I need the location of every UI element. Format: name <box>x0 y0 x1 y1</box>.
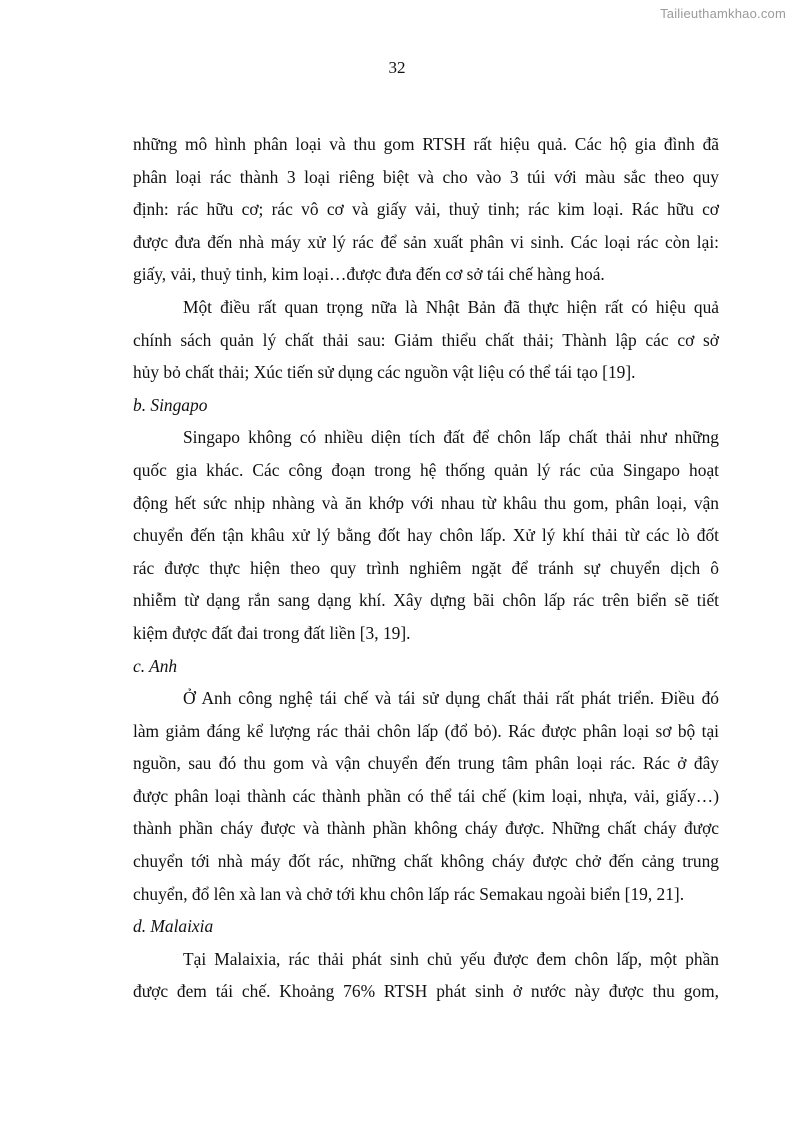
document-body <box>133 128 719 1008</box>
text-line: rác được thực hiện theo quy trình nghiêm ngặt để tránh sự chuyển dịch ô <box>133 557 719 578</box>
text-line: nhiễm từ dạng rắn sang dạng khí. Xây dựng bãi chôn lấp rác trên biển sẽ tiết <box>133 590 719 611</box>
text-line: Tại Malaixia, rác thải phát sinh chủ yếu được đem chôn lấp, một phần <box>183 948 719 969</box>
text-line: phân loại rác thành 3 loại riêng biệt và cho vào 3 túi với màu sắc theo quy <box>133 166 719 187</box>
text-line: giấy, vải, thuỷ tinh, kim loại…được đưa đến cơ sở tái chế hàng hoá. <box>133 264 605 285</box>
text-line: Singapo không có nhiều diện tích đất để chôn lấp chất thải như những <box>183 427 719 448</box>
section-heading: c. Anh <box>133 655 178 676</box>
text-line: làm giảm đáng kể lượng rác thải chôn lấp (đổ bỏ). Rác được phân loại sơ bộ tại <box>133 720 719 741</box>
section-heading: b. Singapo <box>133 394 208 415</box>
text-line: được đưa đến nhà máy xử lý rác để sản xuất phân vi sinh. Các loại rác còn lại: <box>133 231 719 252</box>
paragraph <box>133 128 719 291</box>
text-line: động hết sức nhịp nhàng và ăn khớp với nhau từ khâu thu gom, phân loại, vận <box>133 492 719 513</box>
text-line: định: rác hữu cơ; rác vô cơ và giấy vải, thuỷ tinh; rác kim loại. Rác hữu cơ <box>133 199 719 220</box>
text-line: được phân loại thành các thành phần có thể tái chế (kim loại, nhựa, vải, giấy…) <box>133 785 719 806</box>
text-line: những mô hình phân loại và thu gom RTSH rất hiệu quả. Các hộ gia đình đã <box>133 134 719 154</box>
section-heading: d. Malaixia <box>133 916 214 937</box>
text-line: chính sách quản lý chất thải sau: Giảm thiểu chất thải; Thành lập các cơ sở <box>133 329 719 350</box>
text-line: chuyển đến tận khâu xử lý bằng đốt hay chôn lấp. Xử lý khí thải từ các lò đốt <box>133 525 719 546</box>
text-line: hủy bỏ chất thải; Xúc tiến sử dụng các nguồn vật liệu có thể tái tạo [19]. <box>133 362 636 383</box>
text-line: quốc gia khác. Các công đoạn trong hệ thống quản lý rác của Singapo hoạt <box>133 459 719 480</box>
watermark: Tailieuthamkhao.com <box>660 6 786 21</box>
text-line: nguồn, sau đó thu gom và vận chuyển đến trung tâm phân loại rác. Rác ở đây <box>133 753 719 774</box>
section-singapo <box>133 389 719 650</box>
section-malaixia <box>133 910 719 1008</box>
text-line: được đem tái chế. Khoảng 76% RTSH phát sinh ở nước này được thu gom, <box>133 981 719 1002</box>
text-line: kiệm được đất đai trong đất liền [3, 19]. <box>133 622 411 643</box>
text-line: chuyển tới nhà máy đốt rác, những chất không cháy được chở đến cảng trung <box>133 851 719 872</box>
text-line: thành phần cháy được và thành phần không cháy được. Những chất cháy được <box>133 818 719 839</box>
paragraph <box>133 291 719 389</box>
text-line: chuyển, đổ lên xà lan và chở tới khu chôn lấp rác Semakau ngoài biển [19, 21]. <box>133 883 685 904</box>
section-anh <box>133 650 719 911</box>
text-line: Một điều rất quan trọng nữa là Nhật Bản đã thực hiện rất có hiệu quả <box>183 296 719 317</box>
text-line: Ở Anh công nghệ tái chế và tái sử dụng chất thải rất phát triển. Điều đó <box>183 688 719 709</box>
page-number: 32 <box>388 58 406 77</box>
